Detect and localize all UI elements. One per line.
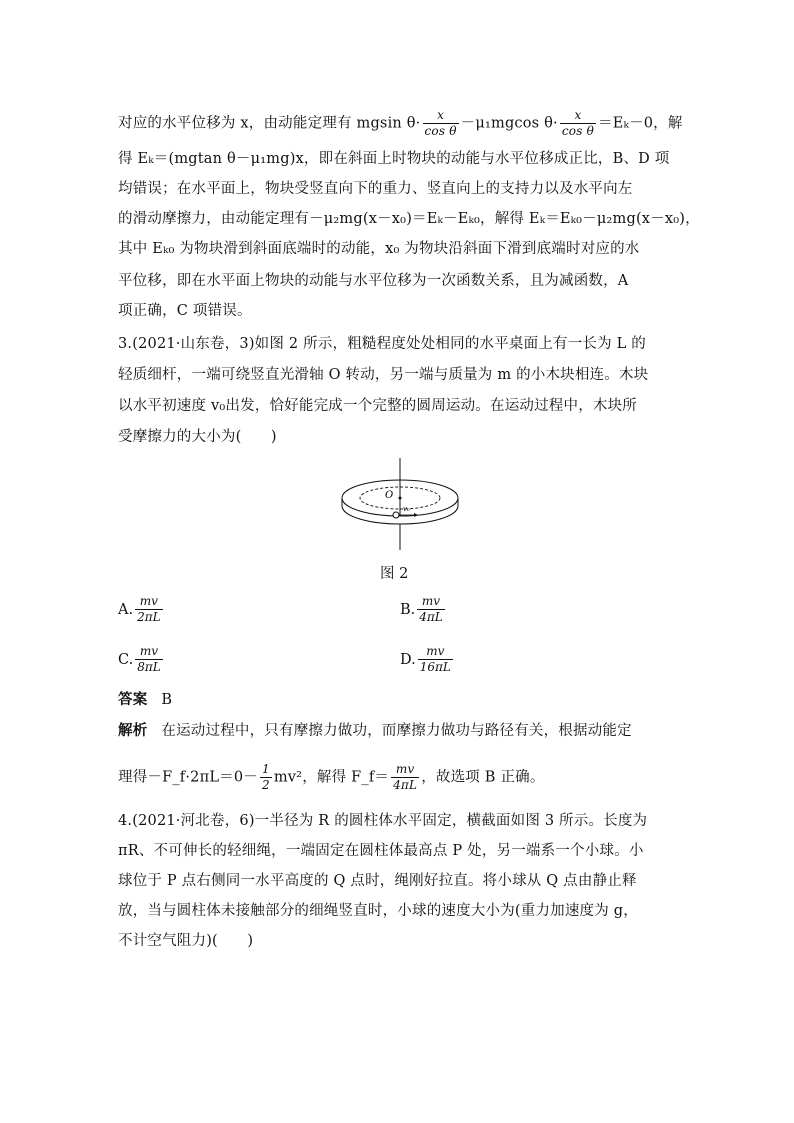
label-v0: v₀: [403, 505, 410, 513]
answer-line: [118, 691, 678, 709]
analysis-line-2: 理得－F_f·2πL＝0－ $\frac{1}{2}$ mv²，解得 F_f＝ $\frac{mv}{4\pi L}$ ，故选项 B 正确。: [118, 762, 545, 792]
velocity-arrowhead: [414, 513, 418, 517]
option-a[interactable]: A. $\frac{mv}{2\pi L}$: [118, 594, 161, 624]
option-b[interactable]: B. $\frac{mv}{4\pi L}$: [400, 594, 443, 624]
question-3-line-3: 以水平初速度 v₀出发，恰好能完成一个完整的圆周运动。在运动过程中，木块所: [118, 398, 638, 414]
option-d[interactable]: D. $\frac{mv}{16\pi L}$: [400, 644, 451, 674]
figure-2-turntable: [330, 458, 470, 550]
solution-line-1: 对应的水平位移为 x，由动能定理有 mgsin θ· $\frac{x}{\text{cos θ}}$ －μ₁mgcos θ· $\frac{x}{\text{cos θ}}$ ＝Eₖ－0，解: [118, 108, 683, 138]
answer-label: 答案: [118, 691, 148, 708]
question-3-line-1: 3.(2021·山东卷，3)如图 2 所示，粗糙程度处处相同的水平桌面上有一长为 L 的: [118, 336, 646, 352]
solution-line-4: 的滑动摩擦力，由动能定理有－μ₂mg(x－x₀)＝Eₖ－Eₖ₀，解得 Eₖ＝Eₖ₀－μ₂mg(x－x₀)，: [118, 211, 700, 227]
question-3-line-4: 受摩擦力的大小为( ): [118, 429, 277, 445]
question-4-line-2: πR、不可伸长的轻细绳，一端固定在圆柱体最高点 P 处，另一端系一个小球。小: [118, 843, 644, 859]
solution-line-6: 平位移，即在水平面上物块的动能与水平位移为一次函数关系，且为减函数，A: [118, 273, 629, 289]
label-o: O: [385, 490, 394, 501]
figure-2-caption: 图 2: [380, 566, 409, 582]
analysis-line-1: 解析 在运动过程中，只有摩擦力做功，而摩擦力做功与路径有关，根据动能定: [118, 722, 632, 739]
answer-value: B: [161, 692, 173, 708]
pivot-o: [399, 497, 402, 500]
question-4-line-4: 放，当与圆柱体未接触部分的细绳竖直时，小球的速度大小为(重力加速度为 g，: [118, 903, 638, 919]
question-3-line-2: 轻质细杆，一端可绕竖直光滑轴 O 转动，另一端与质量为 m 的小木块相连。木块: [118, 367, 649, 383]
option-c[interactable]: C. $\frac{mv}{8\pi L}$: [118, 644, 161, 674]
wood-block: [393, 512, 399, 518]
solution-line-5: 其中 Eₖ₀ 为物块滑到斜面底端时的动能，x₀ 为物块沿斜面下滑到底端时对应的水: [118, 241, 640, 257]
fraction-x-over-cos-2: $\frac{x}{\text{cos θ}}$: [561, 108, 595, 138]
fraction-x-over-cos: $\frac{x}{\text{cos θ}}$: [424, 108, 457, 138]
solution-line-3: 均错误；在水平面上，物块受竖直向下的重力、竖直向上的支持力以及水平向左: [118, 181, 633, 197]
question-4-line-5: 不计空气阻力)( ): [118, 933, 254, 949]
solution-line-2: 得 Eₖ＝(mgtan θ－μ₁mg)x，即在斜面上时物块的动能与水平位移成正比，B、D 项: [118, 151, 670, 167]
question-4-line-1: 4.(2021·河北卷，6)一半径为 R 的圆柱体水平固定，横截面如图 3 所示。长度为: [118, 813, 648, 829]
analysis-label: 解析: [118, 722, 148, 739]
solution-line-7: 项正确，C 项错误。: [118, 303, 252, 319]
question-4-line-3: 球位于 P 点右侧同一水平高度的 Q 点时，绳刚好拉直。将小球从 Q 点由静止释: [118, 873, 637, 889]
